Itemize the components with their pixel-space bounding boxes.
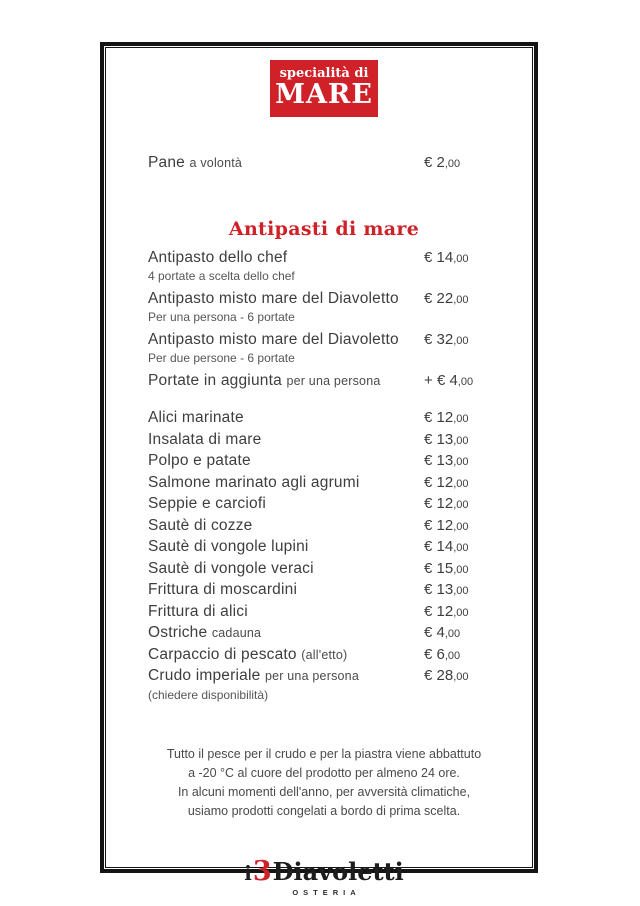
item-suffix: cadauna: [211, 626, 262, 640]
item-name: [148, 248, 424, 268]
price-decimal: ,00: [453, 585, 469, 597]
price-integer: 4: [449, 372, 458, 389]
price-integer: 15: [436, 559, 454, 577]
item-name: [148, 602, 424, 623]
badge-title: MARE: [275, 79, 373, 110]
price-decimal: ,00: [453, 335, 469, 347]
menu-item-row: [148, 430, 500, 452]
price-currency: €: [424, 249, 433, 266]
item-subtext: Per una persona - 6 portate: [148, 310, 295, 324]
item-name-text: Ostriche: [148, 624, 208, 641]
item-name: [148, 559, 424, 580]
item-name: [148, 494, 424, 515]
item-name-text: Sautè di vongole lupini: [148, 538, 309, 555]
price-integer: 22: [436, 290, 454, 307]
item-name-text: Pane: [148, 154, 185, 171]
item-suffix: per una persona: [286, 374, 381, 388]
item-name-text: Salmone marinato agli agrumi: [148, 473, 360, 491]
item-name-text: Carpaccio di pescato: [148, 645, 297, 663]
price-integer: 4: [436, 624, 445, 641]
intro-section: [148, 153, 500, 174]
badge-subtitle: specialità di: [279, 66, 369, 81]
item-price: [424, 248, 500, 269]
item-price: [424, 666, 500, 688]
logo-letter-i: i: [244, 860, 252, 885]
menu-item-main-line: [148, 371, 500, 392]
footer-note: [148, 745, 500, 821]
menu-item-main-line: [148, 473, 500, 495]
menu-item-row: [148, 371, 500, 392]
menu-item-main-line: [148, 430, 500, 452]
footer-line-2: a -20 °C al cuore del prodotto per almeno 24 ore.: [188, 765, 460, 780]
logo-digit-3: 3: [252, 855, 272, 887]
item-name: [148, 289, 424, 309]
menu-item-row: [148, 537, 500, 559]
item-subtext: Per due persone - 6 portate: [148, 351, 295, 365]
item-name-text: Sautè di vongole veraci: [148, 559, 314, 577]
item-name-text: Polpo e patate: [148, 452, 251, 469]
price-integer: 14: [436, 538, 454, 555]
menu-item-row: [148, 289, 500, 325]
menu-item-row: [148, 330, 500, 366]
item-name-text: Frittura di alici: [148, 602, 248, 620]
menu-item-main-line: [148, 537, 500, 559]
item-name: [148, 645, 424, 666]
logo-wordmark: [148, 855, 500, 887]
menu-item-main-line: [148, 623, 500, 645]
item-price: [424, 289, 500, 310]
item-price: [424, 430, 500, 452]
price-decimal: ,00: [453, 413, 469, 425]
price-decimal: ,00: [453, 456, 469, 468]
menu-item-main-line: [148, 516, 500, 538]
menu-item-row: [148, 408, 500, 430]
price-currency: €: [424, 602, 433, 620]
menu-item-main-line: [148, 153, 500, 174]
item-price: [424, 153, 500, 174]
price-integer: 2: [436, 154, 445, 171]
item-price: [424, 580, 500, 602]
item-name-text: Antipasto misto mare del Diavoletto: [148, 331, 399, 348]
item-suffix: per una persona: [264, 669, 359, 683]
price-decimal: ,00: [453, 499, 469, 511]
price-decimal: ,00: [444, 158, 461, 170]
menu-item-row: [148, 645, 500, 667]
item-price: [424, 494, 500, 516]
price-decimal: ,00: [453, 294, 469, 306]
menu-item-main-line: [148, 451, 500, 473]
price-decimal: ,00: [453, 671, 469, 683]
item-name-text: Portate in aggiunta: [148, 372, 282, 389]
menu-item-main-line: [148, 289, 500, 310]
item-price: [424, 473, 500, 495]
item-price: [424, 559, 500, 581]
price-decimal: ,00: [444, 628, 461, 640]
restaurant-logo: [148, 855, 500, 897]
item-name-text: Crudo imperiale: [148, 667, 261, 684]
item-name-text: Antipasto misto mare del Diavoletto: [148, 290, 399, 307]
menu-item-row: [148, 451, 500, 473]
price-integer: 32: [436, 331, 454, 348]
item-name: [148, 371, 424, 391]
price-currency: €: [424, 473, 433, 491]
item-name: [148, 153, 424, 173]
item-subtext: (chiedere disponibilità): [148, 687, 269, 702]
menu-item-main-line: [148, 494, 500, 516]
item-name: [148, 516, 424, 537]
menu-item-row: [148, 602, 500, 624]
price-currency: €: [424, 331, 433, 348]
price-currency: €: [424, 645, 433, 663]
menu-item-main-line: [148, 580, 500, 602]
price-decimal: ,00: [457, 376, 474, 388]
item-subtext: 4 portate a scelta dello chef: [148, 269, 295, 283]
menu-item-main-line: [148, 666, 500, 688]
price-decimal: ,00: [444, 649, 461, 662]
menu-item-main-line: [148, 645, 500, 667]
price-decimal: ,00: [453, 434, 469, 447]
item-price: [424, 645, 500, 667]
price-integer: 12: [436, 473, 454, 491]
menu-item-main-line: [148, 408, 500, 430]
item-price: [424, 602, 500, 624]
price-currency: €: [424, 624, 433, 641]
price-currency: €: [424, 154, 433, 171]
item-suffix: (all'etto): [301, 647, 348, 662]
price-integer: 12: [436, 602, 454, 620]
footer-line-4: usiamo prodotti congelati a bordo di prima scelta.: [187, 803, 461, 818]
price-currency: €: [424, 667, 433, 684]
item-price: [424, 330, 500, 351]
item-price: [424, 371, 500, 392]
price-integer: 13: [436, 452, 454, 469]
price-decimal: ,00: [453, 253, 469, 265]
section-title: Antipasti di mare: [228, 218, 420, 240]
item-name-text: Insalata di mare: [148, 430, 262, 448]
item-name: [148, 473, 424, 494]
price-currency: €: [424, 495, 433, 512]
menu-item-row: [148, 666, 500, 703]
menu-item-row: [148, 473, 500, 495]
menu-item-row: [148, 516, 500, 538]
logo-subtitle: OSTERIA: [292, 887, 361, 897]
item-price: [424, 451, 500, 473]
menu-item-row: [148, 248, 500, 284]
menu-item-row: [148, 559, 500, 581]
item-price: [424, 408, 500, 430]
price-integer: 6: [436, 645, 445, 663]
logo-name: Diavoletti: [272, 856, 404, 886]
price-currency: €: [424, 516, 433, 534]
price-integer: 12: [436, 495, 454, 512]
price-plus-sign: +: [424, 372, 437, 389]
item-name: [148, 408, 424, 429]
menu-border-frame: [100, 42, 538, 897]
item-name: [148, 537, 424, 558]
price-currency: €: [424, 538, 433, 555]
item-price: [424, 537, 500, 559]
menu-item-row: [148, 580, 500, 602]
menu-item-row: [148, 623, 500, 645]
price-currency: €: [424, 430, 433, 448]
price-decimal: ,00: [453, 477, 469, 490]
item-name-text: Frittura di moscardini: [148, 581, 298, 598]
footer-line-3: In alcuni momenti dell'anno, per avversità climatiche,: [177, 784, 471, 799]
item-name: [148, 330, 424, 350]
item-name: [148, 451, 424, 472]
item-name-text: Alici marinate: [148, 409, 244, 426]
menu-item-main-line: [148, 248, 500, 269]
item-name-text: Seppie e carciofi: [148, 495, 266, 512]
menu-item-main-line: [148, 330, 500, 351]
menu-item-row: [148, 153, 500, 174]
price-integer: 14: [436, 249, 454, 266]
item-price: [424, 516, 500, 538]
price-integer: 12: [436, 409, 454, 426]
menu-item-main-line: [148, 559, 500, 581]
list-items-section: [148, 408, 500, 703]
item-suffix: a volontà: [189, 156, 243, 170]
price-decimal: ,00: [453, 542, 469, 554]
item-name-text: Antipasto dello chef: [148, 249, 288, 266]
footer-line-1: Tutto il pesce per il crudo e per la piastra viene abbattuto: [166, 746, 482, 761]
price-currency: €: [436, 372, 446, 389]
menu-item-main-line: [148, 602, 500, 624]
item-price: [424, 623, 500, 645]
price-integer: 28: [436, 667, 454, 684]
item-name: [148, 666, 424, 687]
featured-items-section: [148, 248, 500, 392]
item-name: [148, 580, 424, 601]
menu-content: [104, 46, 534, 897]
item-name: [148, 623, 424, 644]
price-integer: 12: [436, 516, 454, 534]
price-decimal: ,00: [453, 606, 469, 619]
price-currency: €: [424, 581, 433, 598]
price-integer: 13: [436, 430, 454, 448]
menu-item-row: [148, 494, 500, 516]
header-badge: [270, 60, 378, 117]
price-currency: €: [424, 409, 433, 426]
price-currency: €: [424, 290, 433, 307]
price-decimal: ,00: [453, 563, 469, 576]
item-name-text: Sautè di cozze: [148, 516, 253, 534]
item-name: [148, 430, 424, 451]
price-decimal: ,00: [453, 520, 469, 533]
price-integer: 13: [436, 581, 454, 598]
price-currency: €: [424, 452, 433, 469]
price-currency: €: [424, 559, 433, 577]
